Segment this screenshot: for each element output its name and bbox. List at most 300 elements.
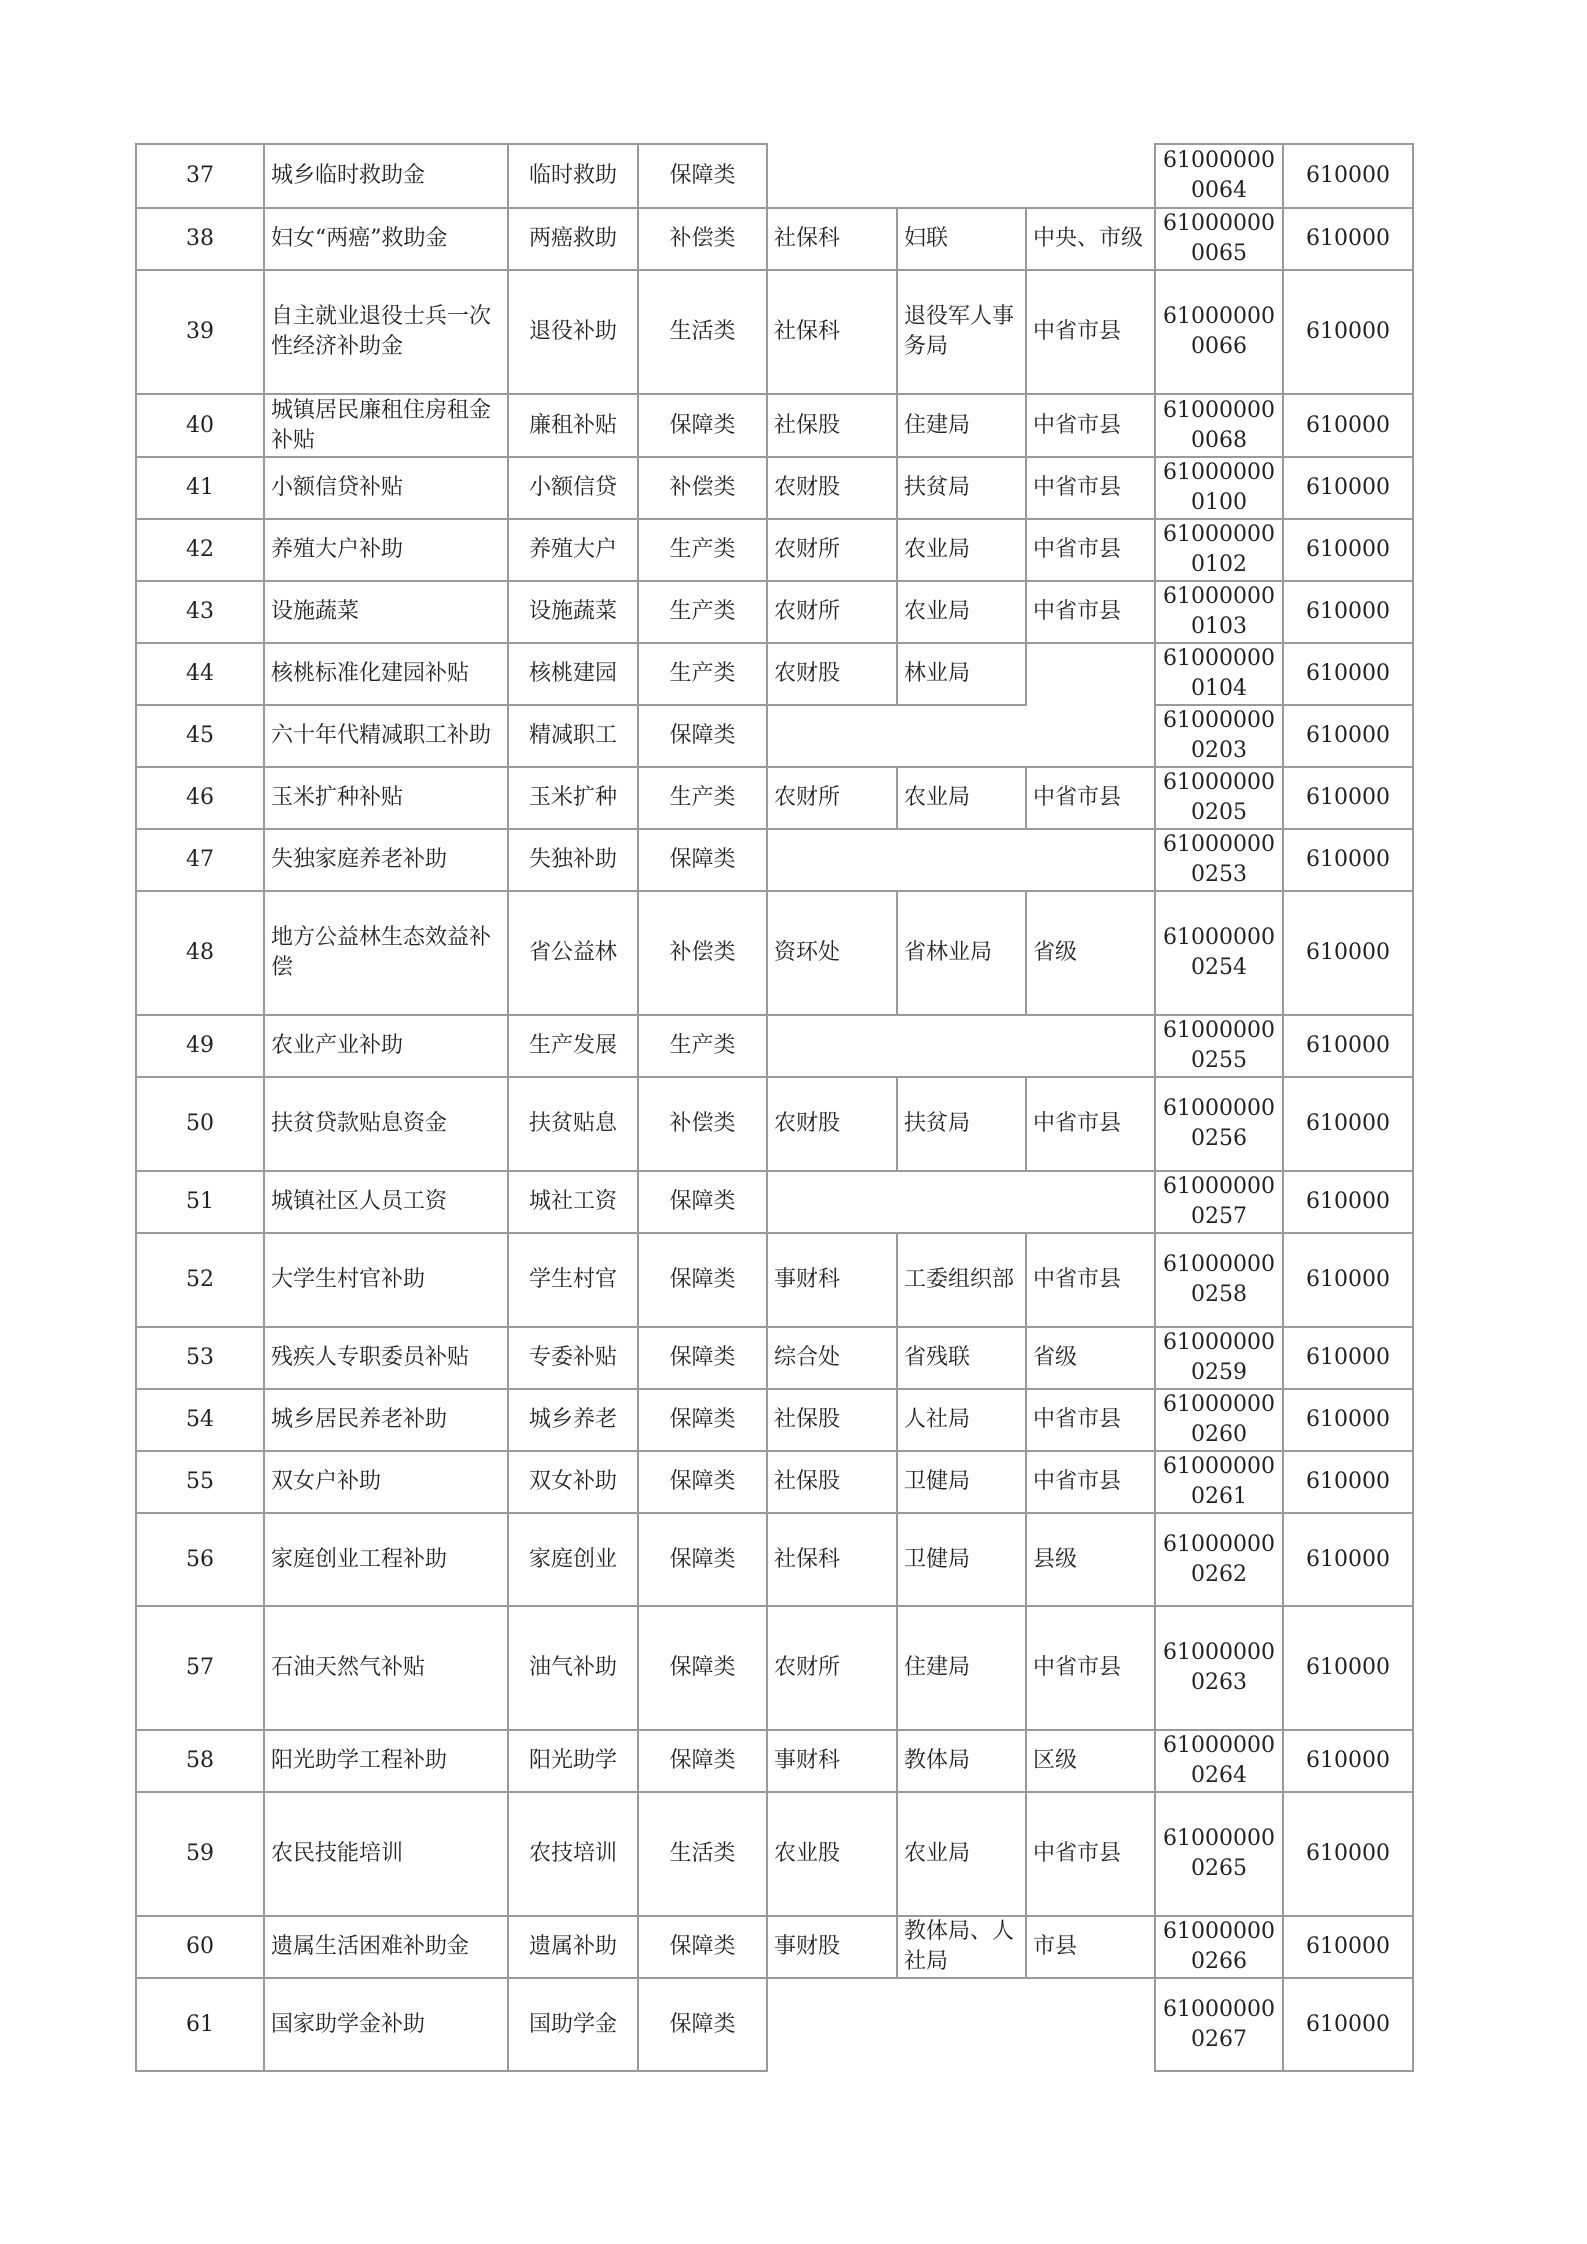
short-name-text: 国助学金 — [528, 2011, 617, 2037]
department — [766, 642, 898, 706]
short-name-text: 退役补助 — [528, 319, 617, 344]
department — [766, 580, 898, 644]
short-name-text: 失独补助 — [528, 847, 617, 872]
short-name — [507, 1605, 639, 1731]
short-name — [507, 1512, 639, 1607]
short-name-text: 核桃建园 — [528, 661, 617, 686]
subsidy-code — [1154, 393, 1284, 458]
row-number — [135, 456, 265, 520]
subsidy-name-text: 阳光助学工程补助 — [271, 1748, 448, 1773]
short-name — [507, 1729, 639, 1793]
subsidy-name-text: 城乡临时救助金 — [271, 163, 426, 188]
subsidy-name — [263, 580, 509, 644]
region-code-text: 610000 — [1306, 785, 1390, 810]
subsidy-name-text: 城镇社区人员工资 — [271, 1189, 448, 1214]
agency-text: 农业局 — [904, 1841, 971, 1866]
agency — [896, 456, 1027, 520]
funding-level — [1025, 393, 1156, 458]
row-number — [135, 269, 265, 395]
region-code-text: 610000 — [1306, 1841, 1390, 1866]
row-number — [135, 1450, 265, 1514]
category — [637, 890, 768, 1016]
region-code-text: 610000 — [1306, 163, 1390, 188]
funding-level-text: 中省市县 — [1033, 1267, 1122, 1292]
subsidy-code-text: 610000000066 — [1163, 304, 1275, 359]
subsidy-name-text: 扶贫贷款贴息资金 — [271, 1111, 448, 1136]
funding-level-text: 中省市县 — [1033, 537, 1122, 562]
department-text: 事财股 — [774, 1934, 841, 1959]
region-code — [1282, 1388, 1414, 1452]
funding-level-text: 中省市县 — [1033, 599, 1122, 624]
subsidy-name — [263, 1512, 509, 1607]
department-text: 农财所 — [774, 599, 841, 624]
category — [637, 1232, 768, 1328]
subsidy-name — [263, 393, 509, 458]
region-code-text: 610000 — [1306, 1407, 1390, 1432]
subsidy-name — [263, 143, 509, 209]
short-name — [507, 890, 639, 1016]
row-number — [135, 828, 265, 892]
region-code-text: 610000 — [1306, 1546, 1390, 1572]
subsidy-name-text: 双女户补助 — [271, 1469, 382, 1494]
short-name-text: 遗属补助 — [528, 1934, 617, 1959]
region-code-text: 610000 — [1306, 847, 1390, 872]
subsidy-name-text: 核桃标准化建园补贴 — [271, 661, 470, 686]
row-number-text: 49 — [186, 1033, 214, 1058]
category — [637, 1605, 768, 1731]
department-text: 社保股 — [774, 1469, 841, 1494]
agency — [896, 207, 1027, 271]
agency-text: 省林业局 — [904, 940, 993, 965]
subsidy-name — [263, 1170, 509, 1234]
row-number — [135, 1512, 265, 1607]
category — [637, 1388, 768, 1452]
agency-text: 教体局、人社局 — [904, 1919, 1015, 1974]
category-text: 保障类 — [669, 163, 736, 188]
subsidy-code — [1154, 1915, 1284, 1979]
subsidy-name-text: 城乡居民养老补助 — [271, 1407, 448, 1432]
subsidy-code-text: 610000000261 — [1163, 1454, 1275, 1509]
row-number-text: 54 — [186, 1407, 214, 1432]
row-number-text: 53 — [186, 1345, 214, 1370]
department — [766, 1388, 898, 1452]
funding-level-text: 中省市县 — [1033, 1469, 1122, 1494]
short-name — [507, 1326, 639, 1390]
row-number-text: 50 — [186, 1111, 214, 1136]
funding-level-text: 中省市县 — [1033, 1111, 1122, 1136]
region-code-text: 610000 — [1306, 599, 1390, 624]
row-number — [135, 1729, 265, 1793]
category — [637, 1170, 768, 1234]
short-name — [507, 1388, 639, 1452]
department-text: 资环处 — [774, 940, 841, 965]
subsidy-name — [263, 518, 509, 582]
row-number-text: 42 — [186, 537, 214, 562]
row-number — [135, 518, 265, 582]
department-text: 农财股 — [774, 1111, 841, 1136]
category — [637, 1512, 768, 1607]
subsidy-code — [1154, 207, 1284, 271]
subsidy-code-text: 610000000255 — [1163, 1018, 1275, 1073]
subsidy-name — [263, 1450, 509, 1514]
region-code — [1282, 269, 1414, 395]
short-name-text: 设施蔬菜 — [528, 599, 617, 624]
subsidy-code-text: 610000000104 — [1163, 646, 1275, 701]
funding-level-text: 中省市县 — [1033, 475, 1122, 500]
category-text: 生产类 — [669, 661, 736, 686]
subsidy-code — [1154, 1450, 1284, 1514]
short-name — [507, 642, 639, 706]
row-number-text: 60 — [186, 1934, 214, 1959]
subsidy-name — [263, 828, 509, 892]
row-number-text: 57 — [186, 1655, 214, 1680]
region-code — [1282, 1170, 1414, 1234]
short-name-text: 专委补贴 — [528, 1345, 617, 1370]
subsidy-name-text: 玉米扩种补贴 — [271, 785, 404, 810]
short-name — [507, 1076, 639, 1172]
agency — [896, 580, 1027, 644]
subsidy-code-text: 610000000064 — [1163, 148, 1275, 203]
row-number-text: 45 — [186, 723, 214, 748]
short-name-text: 小额信贷 — [528, 475, 617, 500]
row-number-text: 38 — [186, 226, 214, 251]
department-text: 农财所 — [774, 1655, 841, 1680]
short-name — [507, 1915, 639, 1979]
department-text: 农业股 — [774, 1841, 841, 1866]
short-name-text: 油气补助 — [528, 1655, 617, 1680]
region-code — [1282, 1915, 1414, 1979]
funding-level — [1025, 580, 1156, 644]
subsidy-code-text: 610000000103 — [1163, 584, 1275, 639]
subsidy-name-text: 遗属生活困难补助金 — [271, 1934, 470, 1959]
category-text: 保障类 — [669, 1189, 736, 1214]
subsidy-code — [1154, 269, 1284, 395]
category-text: 生产类 — [669, 599, 736, 624]
subsidy-code-text: 610000000203 — [1163, 708, 1275, 763]
category-text: 生产类 — [669, 785, 736, 810]
funding-level — [1025, 1450, 1156, 1514]
subsidy-name — [263, 766, 509, 830]
subsidy-name — [263, 1915, 509, 1979]
subsidy-name — [263, 704, 509, 768]
subsidy-name-text: 城镇居民廉租住房租金补贴 — [271, 397, 492, 453]
region-code — [1282, 580, 1414, 644]
row-number-text: 52 — [186, 1267, 214, 1292]
short-name-text: 临时救助 — [528, 163, 617, 188]
short-name-text: 省公益林 — [528, 940, 617, 965]
agency — [896, 1915, 1027, 1979]
subsidy-name — [263, 1014, 509, 1078]
category — [637, 828, 768, 892]
category-text: 保障类 — [669, 1546, 736, 1572]
row-number-text: 58 — [186, 1748, 214, 1773]
agency-text: 工委组织部 — [904, 1267, 1015, 1292]
subsidy-name — [263, 269, 509, 395]
subsidy-code — [1154, 1170, 1284, 1234]
subsidy-code-text: 610000000205 — [1163, 770, 1275, 825]
row-number — [135, 1388, 265, 1452]
agency-text: 卫健局 — [904, 1546, 971, 1572]
subsidy-name-text: 妇女“两癌”救助金 — [271, 226, 448, 251]
agency-text: 退役军人事务局 — [904, 304, 1015, 359]
row-number — [135, 1791, 265, 1917]
department — [766, 269, 898, 395]
funding-level — [1025, 1512, 1156, 1607]
subsidy-name — [263, 207, 509, 271]
subsidy-code-text: 610000000258 — [1163, 1252, 1275, 1307]
department-text: 农财股 — [774, 661, 841, 686]
region-code-text: 610000 — [1306, 475, 1390, 500]
subsidy-code — [1154, 1388, 1284, 1452]
department — [766, 1791, 898, 1917]
subsidy-code-text: 610000000260 — [1163, 1392, 1275, 1447]
subsidy-code — [1154, 1729, 1284, 1793]
subsidy-code — [1154, 1232, 1284, 1328]
short-name — [507, 143, 639, 209]
category — [637, 393, 768, 458]
subsidy-code — [1154, 766, 1284, 830]
region-code-text: 610000 — [1306, 226, 1390, 251]
category-text: 保障类 — [669, 723, 736, 748]
category — [637, 642, 768, 706]
region-code — [1282, 207, 1414, 271]
region-code — [1282, 1977, 1414, 2072]
region-code — [1282, 1076, 1414, 1172]
short-name-text: 廉租补贴 — [528, 412, 617, 438]
short-name-text: 城社工资 — [528, 1189, 617, 1214]
agency — [896, 1729, 1027, 1793]
funding-level — [1025, 456, 1156, 520]
subsidy-code-text: 610000000100 — [1163, 460, 1275, 515]
department — [766, 393, 898, 458]
category — [637, 1915, 768, 1979]
subsidy-code-text: 610000000266 — [1163, 1919, 1275, 1974]
region-code — [1282, 1326, 1414, 1390]
short-name-text: 学生村官 — [528, 1267, 617, 1292]
category-text: 补偿类 — [669, 1111, 736, 1136]
category — [637, 518, 768, 582]
short-name — [507, 1791, 639, 1917]
category-text: 补偿类 — [669, 226, 736, 251]
row-number — [135, 642, 265, 706]
subsidy-code-text: 610000000102 — [1163, 522, 1275, 577]
funding-level-text: 中省市县 — [1033, 1655, 1122, 1680]
category-text: 保障类 — [669, 1934, 736, 1959]
subsidy-code-text: 610000000254 — [1163, 925, 1275, 980]
subsidy-code — [1154, 1512, 1284, 1607]
category — [637, 1450, 768, 1514]
short-name — [507, 269, 639, 395]
agency — [896, 1605, 1027, 1731]
category — [637, 1076, 768, 1172]
department-text: 社保股 — [774, 1407, 841, 1432]
region-code-text: 610000 — [1306, 537, 1390, 562]
subsidy-code-text: 610000000253 — [1163, 832, 1275, 887]
row-number — [135, 207, 265, 271]
region-code-text: 610000 — [1306, 1267, 1390, 1292]
subsidy-name-text: 农业产业补助 — [271, 1033, 404, 1058]
funding-level-text: 中省市县 — [1033, 412, 1122, 438]
funding-level — [1025, 890, 1156, 1016]
row-number-text: 43 — [186, 599, 214, 624]
funding-level — [1025, 1326, 1156, 1390]
region-code-text: 610000 — [1306, 661, 1390, 686]
funding-level-text: 省级 — [1033, 1345, 1078, 1370]
subsidy-name — [263, 1977, 509, 2072]
region-code — [1282, 393, 1414, 458]
row-number — [135, 580, 265, 644]
subsidy-name-text: 失独家庭养老补助 — [271, 847, 448, 872]
department — [766, 1076, 898, 1172]
category-text: 生产类 — [669, 537, 736, 562]
agency — [896, 642, 1027, 706]
agency-text: 农业局 — [904, 785, 971, 810]
department-text: 综合处 — [774, 1345, 841, 1370]
agency-text: 扶贫局 — [904, 475, 971, 500]
category — [637, 143, 768, 209]
row-number — [135, 890, 265, 1016]
region-code — [1282, 1512, 1414, 1607]
row-number — [135, 143, 265, 209]
row-number — [135, 1605, 265, 1731]
row-number-text: 39 — [186, 319, 214, 344]
department-text: 社保科 — [774, 319, 841, 344]
subsidy-code — [1154, 580, 1284, 644]
region-code-text: 610000 — [1306, 1469, 1390, 1494]
row-number-text: 40 — [186, 412, 214, 438]
short-name-text: 两癌救助 — [528, 226, 617, 251]
department-text: 农财股 — [774, 475, 841, 500]
region-code-text: 610000 — [1306, 1655, 1390, 1680]
region-code — [1282, 1605, 1414, 1731]
agency-text: 教体局 — [904, 1748, 971, 1773]
region-code-text: 610000 — [1306, 1934, 1390, 1959]
subsidy-code-text: 610000000256 — [1163, 1096, 1275, 1151]
department — [766, 456, 898, 520]
subsidy-name-text: 六十年代精减职工补助 — [271, 723, 492, 748]
subsidy-code-text: 610000000065 — [1163, 211, 1275, 266]
short-name — [507, 207, 639, 271]
short-name-text: 双女补助 — [528, 1469, 617, 1494]
category-text: 补偿类 — [669, 475, 736, 500]
subsidy-code — [1154, 456, 1284, 520]
region-code-text: 610000 — [1306, 2011, 1390, 2037]
department-text: 社保科 — [774, 1546, 841, 1572]
row-number — [135, 1326, 265, 1390]
subsidy-name — [263, 1388, 509, 1452]
agency-text: 住建局 — [904, 412, 971, 438]
subsidy-code-text: 610000000263 — [1163, 1640, 1275, 1695]
region-code — [1282, 890, 1414, 1016]
region-code — [1282, 642, 1414, 706]
subsidy-code — [1154, 1791, 1284, 1917]
short-name — [507, 1450, 639, 1514]
funding-level — [1025, 207, 1156, 271]
category-text: 保障类 — [669, 1469, 736, 1494]
short-name-text: 玉米扩种 — [528, 785, 617, 810]
region-code-text: 610000 — [1306, 1189, 1390, 1214]
row-number — [135, 393, 265, 458]
agency-text: 林业局 — [904, 661, 971, 686]
row-number-text: 37 — [186, 163, 214, 188]
funding-level-text: 市县 — [1033, 1934, 1078, 1959]
funding-level-text: 中省市县 — [1033, 1841, 1122, 1866]
row-number — [135, 766, 265, 830]
row-number — [135, 704, 265, 768]
short-name-text: 扶贫贴息 — [528, 1111, 617, 1136]
subsidy-code-text: 610000000259 — [1163, 1330, 1275, 1385]
region-code-text: 610000 — [1306, 940, 1390, 965]
region-code — [1282, 766, 1414, 830]
subsidy-name-text: 国家助学金补助 — [271, 2011, 426, 2037]
short-name-text: 家庭创业 — [528, 1546, 617, 1572]
category — [637, 1326, 768, 1390]
funding-level — [1025, 269, 1156, 395]
category-text: 保障类 — [669, 1748, 736, 1773]
short-name — [507, 766, 639, 830]
department — [766, 1232, 898, 1328]
category-text: 保障类 — [669, 1345, 736, 1370]
category — [637, 456, 768, 520]
region-code-text: 610000 — [1306, 412, 1390, 438]
region-code-text: 610000 — [1306, 723, 1390, 748]
row-number-text: 51 — [186, 1189, 214, 1214]
agency-text: 农业局 — [904, 599, 971, 624]
category-text: 保障类 — [669, 2011, 736, 2037]
funding-level-text: 省级 — [1033, 940, 1078, 965]
category — [637, 207, 768, 271]
category — [637, 1729, 768, 1793]
row-number-text: 48 — [186, 940, 214, 965]
category-text: 保障类 — [669, 412, 736, 438]
agency-text: 卫健局 — [904, 1469, 971, 1494]
subsidy-name-text: 大学生村官补助 — [271, 1267, 426, 1292]
subsidy-name-text: 自主就业退役士兵一次性经济补助金 — [271, 304, 492, 359]
agency — [896, 890, 1027, 1016]
short-name — [507, 456, 639, 520]
subsidy-name-text: 家庭创业工程补助 — [271, 1546, 448, 1572]
region-code — [1282, 1450, 1414, 1514]
department — [766, 207, 898, 271]
row-number — [135, 1076, 265, 1172]
department — [766, 890, 898, 1016]
subsidy-name — [263, 1791, 509, 1917]
subsidy-name-text: 农民技能培训 — [271, 1841, 404, 1866]
department-text: 事财科 — [774, 1748, 841, 1773]
row-number-text: 55 — [186, 1469, 214, 1494]
agency — [896, 1326, 1027, 1390]
short-name — [507, 393, 639, 458]
category — [637, 269, 768, 395]
category — [637, 580, 768, 644]
agency — [896, 1076, 1027, 1172]
department — [766, 1512, 898, 1607]
funding-level-text: 中央、市级 — [1033, 226, 1144, 251]
category-text: 生活类 — [669, 319, 736, 344]
category — [637, 1977, 768, 2072]
subsidy-name — [263, 1729, 509, 1793]
subsidy-code — [1154, 143, 1284, 209]
subsidy-name-text: 残疾人专职委员补贴 — [271, 1345, 470, 1370]
row-number — [135, 1915, 265, 1979]
row-number-text: 56 — [186, 1546, 214, 1572]
subsidy-name-text: 地方公益林生态效益补偿 — [271, 925, 492, 980]
region-code — [1282, 828, 1414, 892]
subsidy-code — [1154, 642, 1284, 706]
region-code — [1282, 518, 1414, 582]
department-text: 事财科 — [774, 1267, 841, 1292]
subsidy-code — [1154, 518, 1284, 582]
